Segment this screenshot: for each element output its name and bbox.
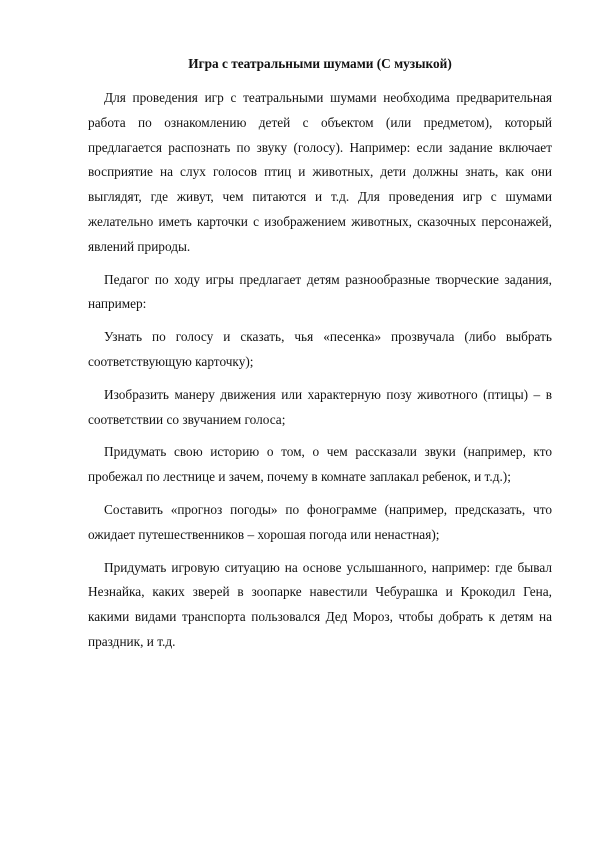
paragraph-tasks-intro: Педагог по ходу игры предлагает детям разнообразные творческие задания, например:: [88, 271, 552, 312]
paragraph-task-situation: Придумать игровую ситуацию на основе услышанного, например: где бывал Незнайка, каких зверей в зоопарке навестили Чебурашка и Крокодил Гена, какими видами транспорта пользовался Дед Мороз, чтобы добрать к детям на праздник, и т.д.: [88, 559, 552, 649]
paragraph-task-forecast: Составить «прогноз погоды» по фонограмме (например, предсказать, что ожидает путешественников – хорошая погода или ненастная);: [88, 501, 552, 542]
paragraph-intro: Для проведения игр с театральными шумами необходима предварительная работа по ознакомлению детей с объектом (или предметом), который предлагается распознать по звуку (голосу). Например: если задание включает восприятие на слух голосов птиц и животных, дети должны знать, как они выглядят, где живут, чем питаются и т.д. Для проведения игр с шумами желательно иметь карточки с изображением животных, сказочных персонажей, явлений природы.: [88, 90, 552, 254]
paragraph-task-story: Придумать свою историю о том, о чем рассказали звуки (например, кто пробежал по лестнице и зачем, почему в комнате заплакал ребенок, и т.д.);: [88, 444, 552, 485]
document-body: [88, 56, 552, 663]
paragraph-task-recognize: Узнать по голосу и сказать, чья «песенка» прозвучала (либо выбрать соответствующую карточку);: [88, 329, 552, 369]
document-title: Игра с театральными шумами (С музыкой): [188, 56, 452, 71]
paragraph-task-imitate: Изобразить манеру движения или характерную позу животного (птицы) – в соответствии со звучанием голоса;: [88, 386, 552, 427]
